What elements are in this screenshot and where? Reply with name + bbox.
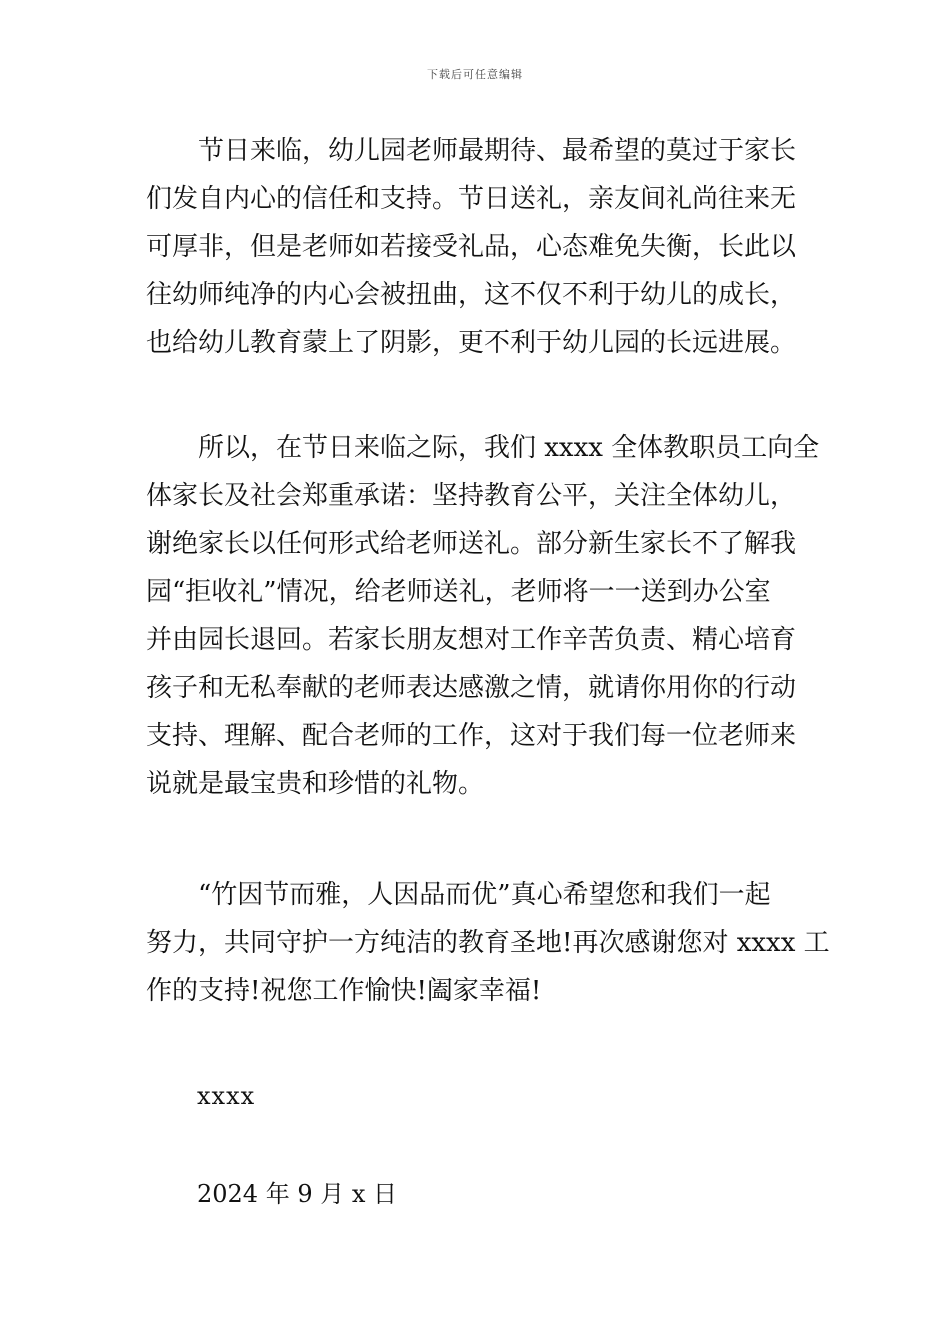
signature-date: 2024 年 9 月 x 日 <box>197 1180 398 1208</box>
header-note: 下载后可任意编辑 <box>427 68 523 81</box>
paragraph-line: 也给幼儿教育蒙上了阴影，更不利于幼儿园的长远进展。 <box>146 328 797 358</box>
paragraph-line: 往幼师纯净的内心会被扭曲，这不仅不利于幼儿的成长， <box>146 280 797 310</box>
paragraph-line: 们发自内心的信任和支持。节日送礼，亲友间礼尚往来无 <box>146 184 797 214</box>
paragraph-line: 园“拒收礼”情况，给老师送礼，老师将一一送到办公室 <box>146 577 771 607</box>
paragraph-closing-wishes <box>146 871 830 1015</box>
paragraph-line: 体家长及社会郑重承诺：坚持教育公平，关注全体幼儿， <box>146 481 797 511</box>
paragraph-line: 可厚非，但是老师如若接受礼品，心态难免失衡，长此以 <box>146 232 797 262</box>
paragraph-line: 孩子和无私奉献的老师表达感激之情，就请你用你的行动 <box>146 673 797 703</box>
paragraph-staff-commitment <box>146 424 820 808</box>
paragraph-line: 节日来临，幼儿园老师最期待、最希望的莫过于家长 <box>198 136 797 166</box>
paragraph-line: 所以，在节日来临之际，我们 xxxx 全体教职员工向全 <box>198 433 820 463</box>
paragraph-line: 说就是最宝贵和珍惜的礼物。 <box>146 769 485 799</box>
paragraph-line: 并由园长退回。若家长朋友想对工作辛苦负责、精心培育 <box>146 625 797 655</box>
signature-organization: xxxx <box>197 1082 256 1110</box>
paragraph-gift-concern <box>146 127 810 367</box>
paragraph-line: 努力，共同守护一方纯洁的教育圣地!再次感谢您对 xxxx 工 <box>146 928 830 958</box>
paragraph-line: 谢绝家长以任何形式给老师送礼。部分新生家长不了解我 <box>146 529 797 559</box>
paragraph-line: 作的支持!祝您工作愉快!阖家幸福! <box>146 976 542 1006</box>
paragraph-line: “竹因节而雅，人因品而优”真心希望您和我们一起 <box>198 880 771 910</box>
paragraph-line: 支持、理解、配合老师的工作，这对于我们每一位老师来 <box>146 721 797 751</box>
